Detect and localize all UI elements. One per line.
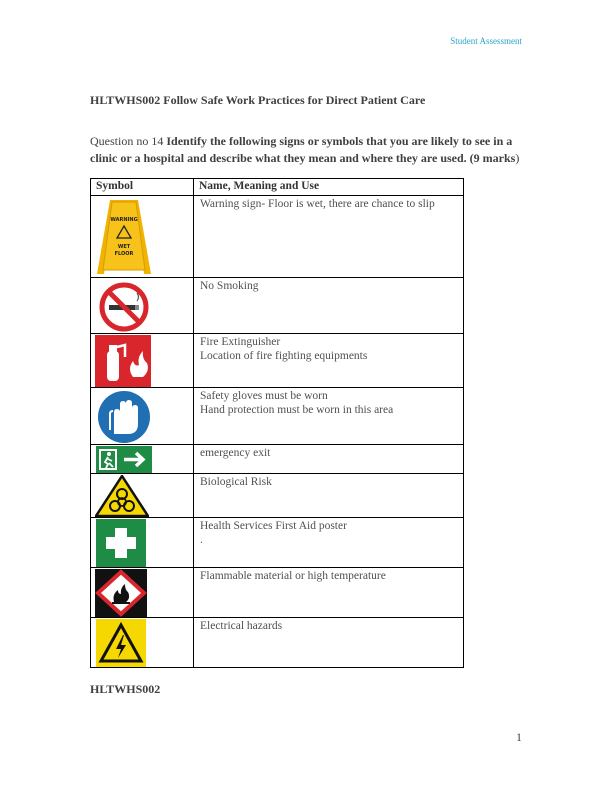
table-row xyxy=(91,334,464,388)
table-row xyxy=(91,618,464,668)
column-header-symbol: Symbol xyxy=(91,179,194,196)
svg-text:FLOOR: FLOOR xyxy=(114,251,134,257)
safety-gloves-icon xyxy=(91,388,193,444)
description-line: Fire Extinguisher xyxy=(200,336,281,348)
svg-text:WARNING: WARNING xyxy=(110,217,138,223)
emergency-exit-icon xyxy=(91,445,193,473)
description-line: Electrical hazards xyxy=(200,620,283,632)
svg-text:WET: WET xyxy=(117,244,131,250)
description-cell xyxy=(194,568,464,618)
symbol-cell xyxy=(91,568,194,618)
signs-table xyxy=(90,178,464,668)
table-row xyxy=(91,518,464,568)
description-cell xyxy=(194,278,464,334)
question-suffix: ) xyxy=(515,151,520,165)
description-line: Hand protection must be worn in this area xyxy=(200,404,394,416)
description-line: Safety gloves must be worn xyxy=(200,390,328,402)
description-cell xyxy=(194,474,464,518)
no-smoking-icon xyxy=(91,278,193,333)
column-header-name: Name, Meaning and Use xyxy=(194,179,464,196)
symbol-cell xyxy=(91,334,194,388)
description-line: Health Services First Aid poster xyxy=(200,520,347,532)
table-row xyxy=(91,388,464,445)
symbol-cell xyxy=(91,618,194,668)
symbol-cell xyxy=(91,518,194,568)
first-aid-icon xyxy=(91,518,193,567)
question-text xyxy=(90,133,522,167)
description-cell xyxy=(194,388,464,445)
document-title: HLTWHS002 Follow Safe Work Practices for Direct Patient Care xyxy=(90,93,426,107)
symbol-cell xyxy=(91,445,194,474)
footer-code: HLTWHS002 xyxy=(90,682,161,696)
fire-extinguisher-icon xyxy=(91,334,193,387)
description-line: . xyxy=(200,534,203,546)
table-row xyxy=(91,568,464,618)
table-row xyxy=(91,196,464,278)
description-line: No Smoking xyxy=(200,280,259,292)
description-line: Biological Risk xyxy=(200,476,272,488)
wet-floor-warning-icon xyxy=(91,196,193,276)
flammable-icon xyxy=(91,568,193,617)
header-label: Student Assessment xyxy=(450,36,522,46)
description-cell xyxy=(194,445,464,474)
symbol-cell xyxy=(91,196,194,278)
table-row xyxy=(91,445,464,474)
symbol-cell xyxy=(91,388,194,445)
question-bold: Identify the following signs or symbols that you are likely to see in a clinic or a hospital and describe what they mean and where they are used. (9 marks xyxy=(90,134,516,165)
description-line: Flammable material or high temperature xyxy=(200,570,386,582)
table-row xyxy=(91,474,464,518)
table-row xyxy=(91,278,464,334)
description-line: emergency exit xyxy=(200,447,271,459)
description-line: Warning sign- Floor is wet, there are chance to slip xyxy=(200,198,435,210)
description-cell xyxy=(194,518,464,568)
biohazard-icon xyxy=(91,474,193,517)
symbol-cell xyxy=(91,474,194,518)
description-cell xyxy=(194,334,464,388)
electrical-hazard-icon xyxy=(91,618,193,667)
description-cell xyxy=(194,196,464,278)
table-header-row xyxy=(91,179,464,196)
symbol-cell xyxy=(91,278,194,334)
description-line: Location of fire fighting equipments xyxy=(200,350,368,362)
description-cell xyxy=(194,618,464,668)
page-number: 1 xyxy=(516,730,522,744)
question-prefix: Question no 14 xyxy=(90,134,167,148)
